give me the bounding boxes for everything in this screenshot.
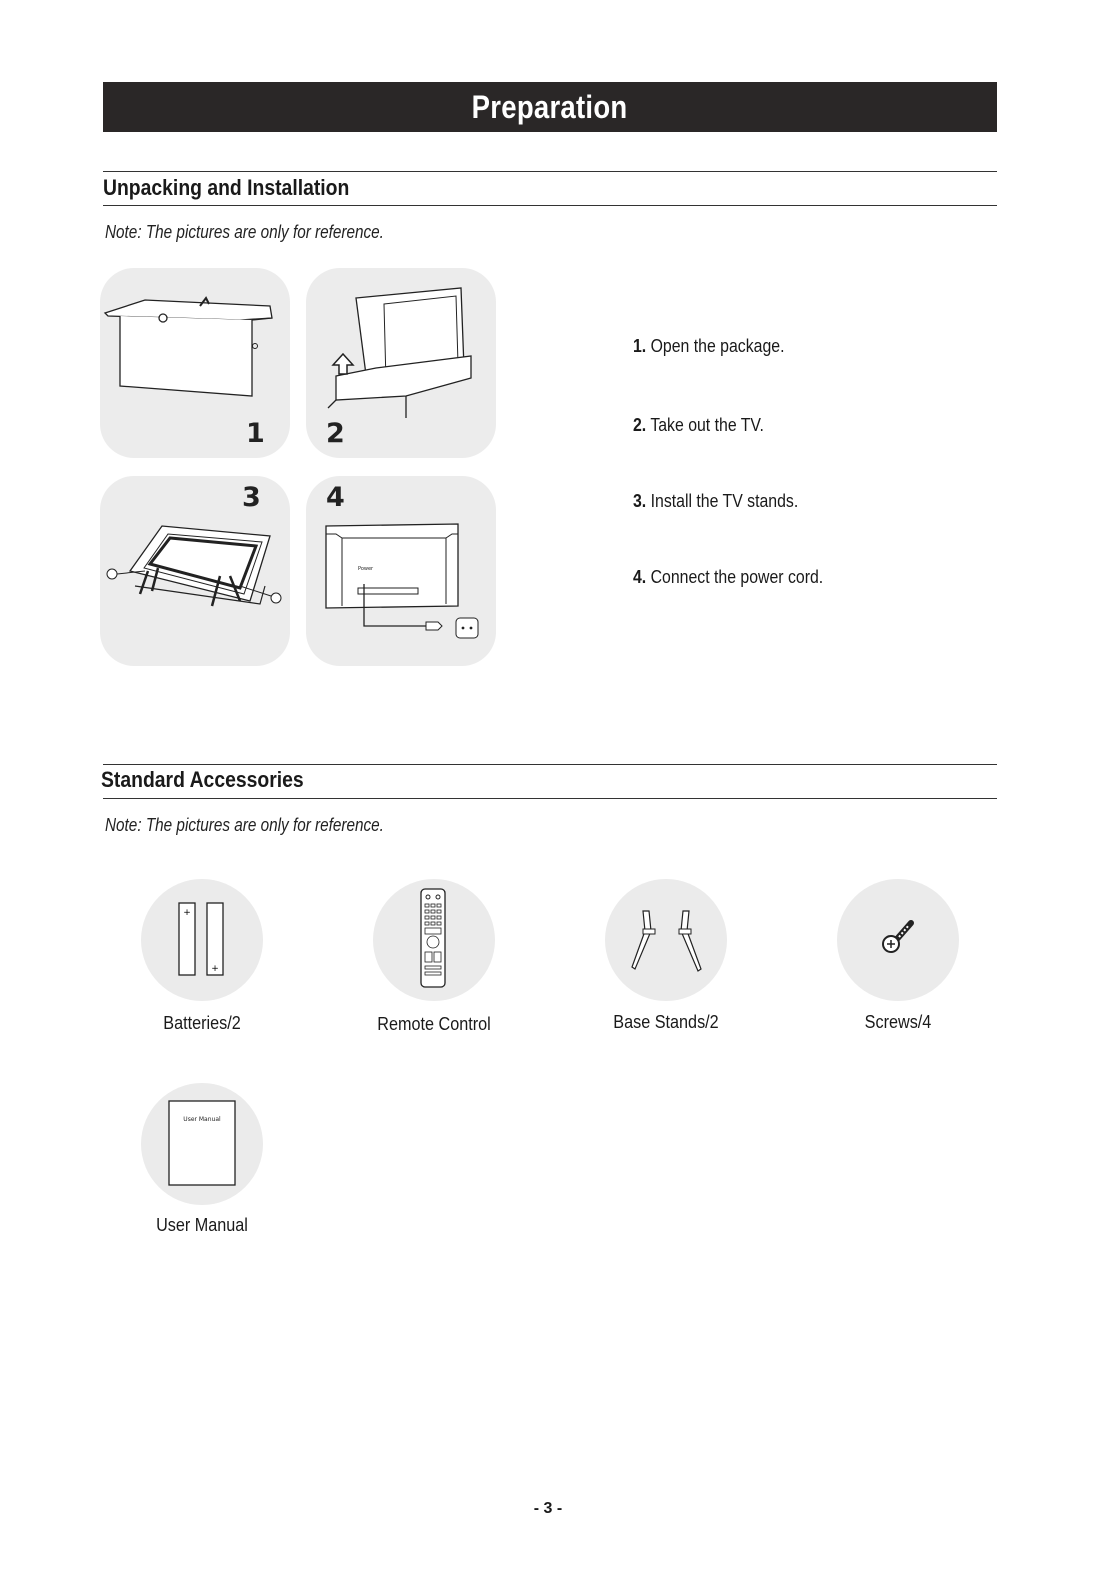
- step-3-text: 3. Install the TV stands.: [633, 491, 799, 511]
- step-3-illustration: [100, 476, 290, 666]
- accessory-label-remote: Remote Control: [377, 1014, 491, 1034]
- section-bottom-rule: [103, 205, 997, 206]
- batteries-icon: [141, 879, 263, 1001]
- step-2-illustration: [306, 268, 496, 458]
- base-stands-icon: [605, 879, 727, 1001]
- panel-number-3: 3: [242, 482, 261, 513]
- step-4-illustration: [306, 476, 496, 666]
- remote-control-icon: [373, 879, 495, 1001]
- page-title: Preparation: [472, 88, 628, 125]
- accessories-section-title: Standard Accessories: [101, 767, 304, 792]
- step-2-text: 2. Take out the TV.: [633, 415, 764, 435]
- page-number: - 3 -: [533, 1500, 563, 1517]
- manual-cover-text: User Manual: [183, 1116, 221, 1123]
- svg-text:+: +: [211, 964, 219, 974]
- panel-number-4: 4: [326, 482, 345, 513]
- step-1-text: 1. Open the package.: [633, 336, 785, 356]
- panel-number-1: 1: [246, 418, 265, 449]
- accessories-top-rule: [103, 764, 997, 765]
- screw-icon: [837, 879, 959, 1001]
- step-4-text: 4. Connect the power cord.: [633, 567, 824, 587]
- accessory-label-batteries: Batteries/2: [163, 1013, 241, 1033]
- page-header-banner: [103, 82, 997, 132]
- accessories-note: Note: The pictures are only for reference.: [105, 815, 384, 835]
- svg-text:+: +: [183, 908, 191, 918]
- panel-number-2: 2: [326, 418, 345, 449]
- accessory-label-manual: User Manual: [156, 1215, 248, 1235]
- section-top-rule: [103, 171, 997, 172]
- accessory-label-screws: Screws/4: [864, 1012, 932, 1032]
- power-port-label: Power: [358, 566, 374, 572]
- accessory-label-stands: Base Stands/2: [613, 1012, 719, 1032]
- unpacking-note: Note: The pictures are only for reference.: [105, 222, 384, 242]
- user-manual-icon: [141, 1083, 263, 1205]
- unpacking-section-title: Unpacking and Installation: [103, 175, 350, 200]
- step-1-illustration: [100, 268, 290, 458]
- accessories-bottom-rule: [103, 798, 997, 799]
